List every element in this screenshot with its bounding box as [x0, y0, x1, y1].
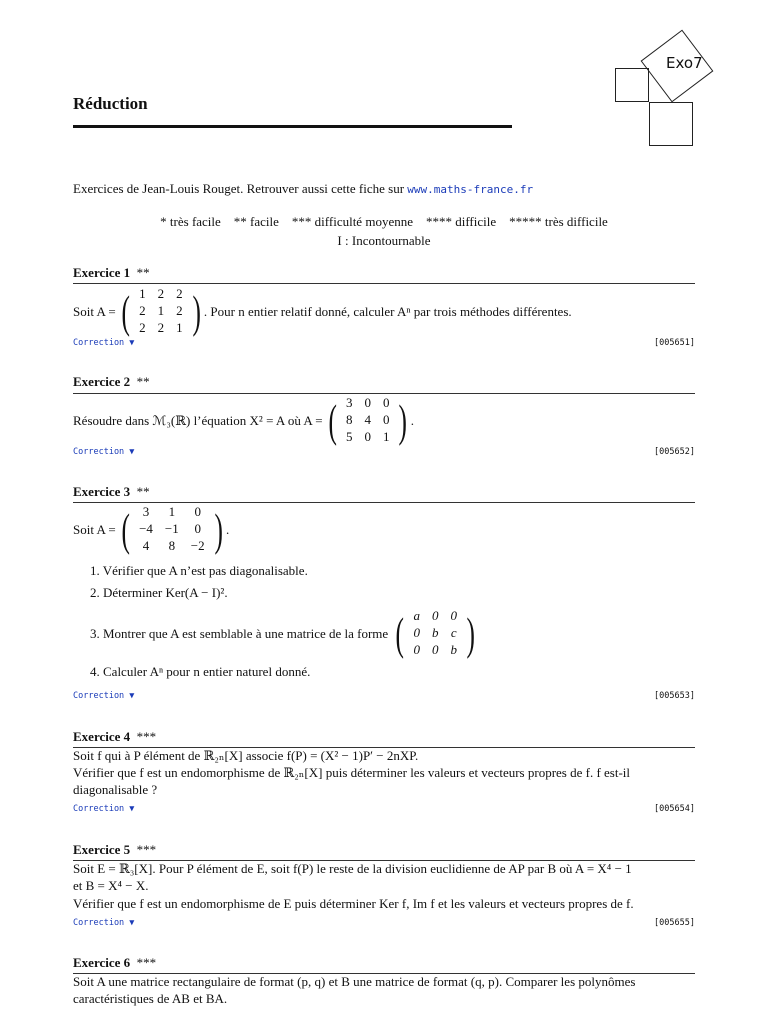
exercise-4-line: Soit f qui à P élément de ℝ₂ₙ[X] associe f(P) = (X² − 1)P′ − 2nXP.	[73, 748, 419, 763]
exercise-title: Exercice 2	[73, 374, 131, 389]
exercise-stars: ***	[136, 729, 157, 744]
list-item-text: 3. Montrer que A est semblable à une matrice de la forme	[90, 625, 389, 641]
exercise-code: [005651]	[654, 338, 695, 348]
exercise-6-header	[73, 955, 156, 971]
matrix-A: ( 3 1 0 −4 −1 0 4 8 −2 )	[121, 503, 223, 555]
site-link[interactable]: www.maths-france.fr	[407, 183, 534, 196]
exercise-4-line: Vérifier que f est un endomorphisme de ℝ₂ₙ[X] puis déterminer les valeurs et vecteurs propres de f. f est-il	[73, 765, 631, 780]
exercise-title: Exercice 5	[73, 842, 131, 857]
exercise-title: Exercice 4	[73, 729, 131, 744]
exercise-5-line: et B = X⁴ − X.	[73, 878, 149, 893]
matrix-A: ( 1 2 2 2 1 2 2 2 1 )	[121, 285, 201, 337]
exercise-stars: **	[136, 265, 150, 280]
list-item: 2. Déterminer Ker(A − I)².	[90, 585, 228, 600]
exercise-5-header	[73, 842, 156, 858]
exercise-title: Exercice 3	[73, 484, 131, 499]
exercise-5-line: Vérifier que f est un endomorphisme de E puis déterminer Ker f, Im f et les valeurs et vecteurs propres de f.	[73, 896, 634, 911]
legend-incontournable: I : Incontournable	[337, 233, 431, 248]
exercise-code: [005655]	[654, 918, 695, 928]
exercise-5-line: Soit E = ℝ₃[X]. Pour P élément de E, soit f(P) le reste de la division euclidienne de AP par B où A = X⁴ − 1	[73, 861, 632, 876]
list-item: 1. Vérifier que A n’est pas diagonalisable.	[90, 563, 308, 578]
title-rule	[73, 125, 512, 128]
exercise-title: Exercice 1	[73, 265, 131, 280]
statement-text: Résoudre dans ℳ₃(ℝ) l’équation X² = A où A =	[73, 412, 323, 428]
correction-link[interactable]: Correction ▼	[73, 918, 135, 928]
page-title: Réduction	[73, 94, 148, 113]
exercise-4-header	[73, 729, 156, 745]
exercise-3-statement	[73, 504, 695, 555]
statement-text: Soit A =	[73, 303, 116, 319]
list-item	[90, 608, 478, 659]
intro-text: Exercices de Jean-Louis Rouget. Retrouver aussi cette fiche sur	[73, 181, 408, 196]
statement-text: . Pour n entier relatif donné, calculer Aⁿ par trois méthodes différentes.	[203, 303, 572, 319]
correction-link[interactable]: Correction ▼	[73, 804, 135, 814]
exercise-stars: **	[136, 484, 150, 499]
list-item: 4. Calculer Aⁿ pour n entier naturel donné.	[90, 664, 311, 679]
exercise-stars: ***	[136, 842, 157, 857]
exercise-rule	[73, 283, 695, 284]
logo-square-bottom	[649, 102, 693, 146]
statement-text: Soit A =	[73, 521, 116, 537]
exercise-6-line: Soit A une matrice rectangulaire de format (p, q) et B une matrice de format (q, p). Comparer les polynômes	[73, 974, 636, 989]
matrix-A: ( 3 0 0 8 4 0 5 0 1 )	[328, 394, 408, 446]
exercise-rule	[73, 502, 695, 503]
exercise-2-statement	[73, 395, 695, 446]
intro	[73, 181, 533, 197]
logo-square-small	[615, 68, 649, 102]
correction-link[interactable]: Correction ▼	[73, 447, 135, 457]
correction-link[interactable]: Correction ▼	[73, 338, 135, 348]
exercise-code: [005652]	[654, 447, 695, 457]
exercise-code: [005653]	[654, 691, 695, 701]
correction-link[interactable]: Correction ▼	[73, 691, 135, 701]
exercise-stars: **	[136, 374, 150, 389]
logo-text: Exo7	[666, 54, 703, 72]
exercise-stars: ***	[136, 955, 157, 970]
exercise-1-header	[73, 265, 150, 281]
exercise-title: Exercice 6	[73, 955, 131, 970]
exercise-3-header	[73, 484, 150, 500]
exercise-6-line: caractéristiques de AB et BA.	[73, 991, 228, 1006]
difficulty-legend: * très facile ** facile *** difficulté moyenne **** difficile ***** très difficile	[160, 214, 608, 229]
exercise-rule	[73, 393, 695, 394]
exercise-code: [005654]	[654, 804, 695, 814]
exercise-2-header	[73, 374, 150, 390]
statement-text: .	[410, 412, 415, 428]
statement-text: .	[225, 521, 230, 537]
form-matrix: ( a 0 0 0 b c 0 0 b )	[395, 607, 475, 659]
exercise-1-statement	[73, 286, 695, 337]
exercise-4-line: diagonalisable ?	[73, 782, 158, 797]
